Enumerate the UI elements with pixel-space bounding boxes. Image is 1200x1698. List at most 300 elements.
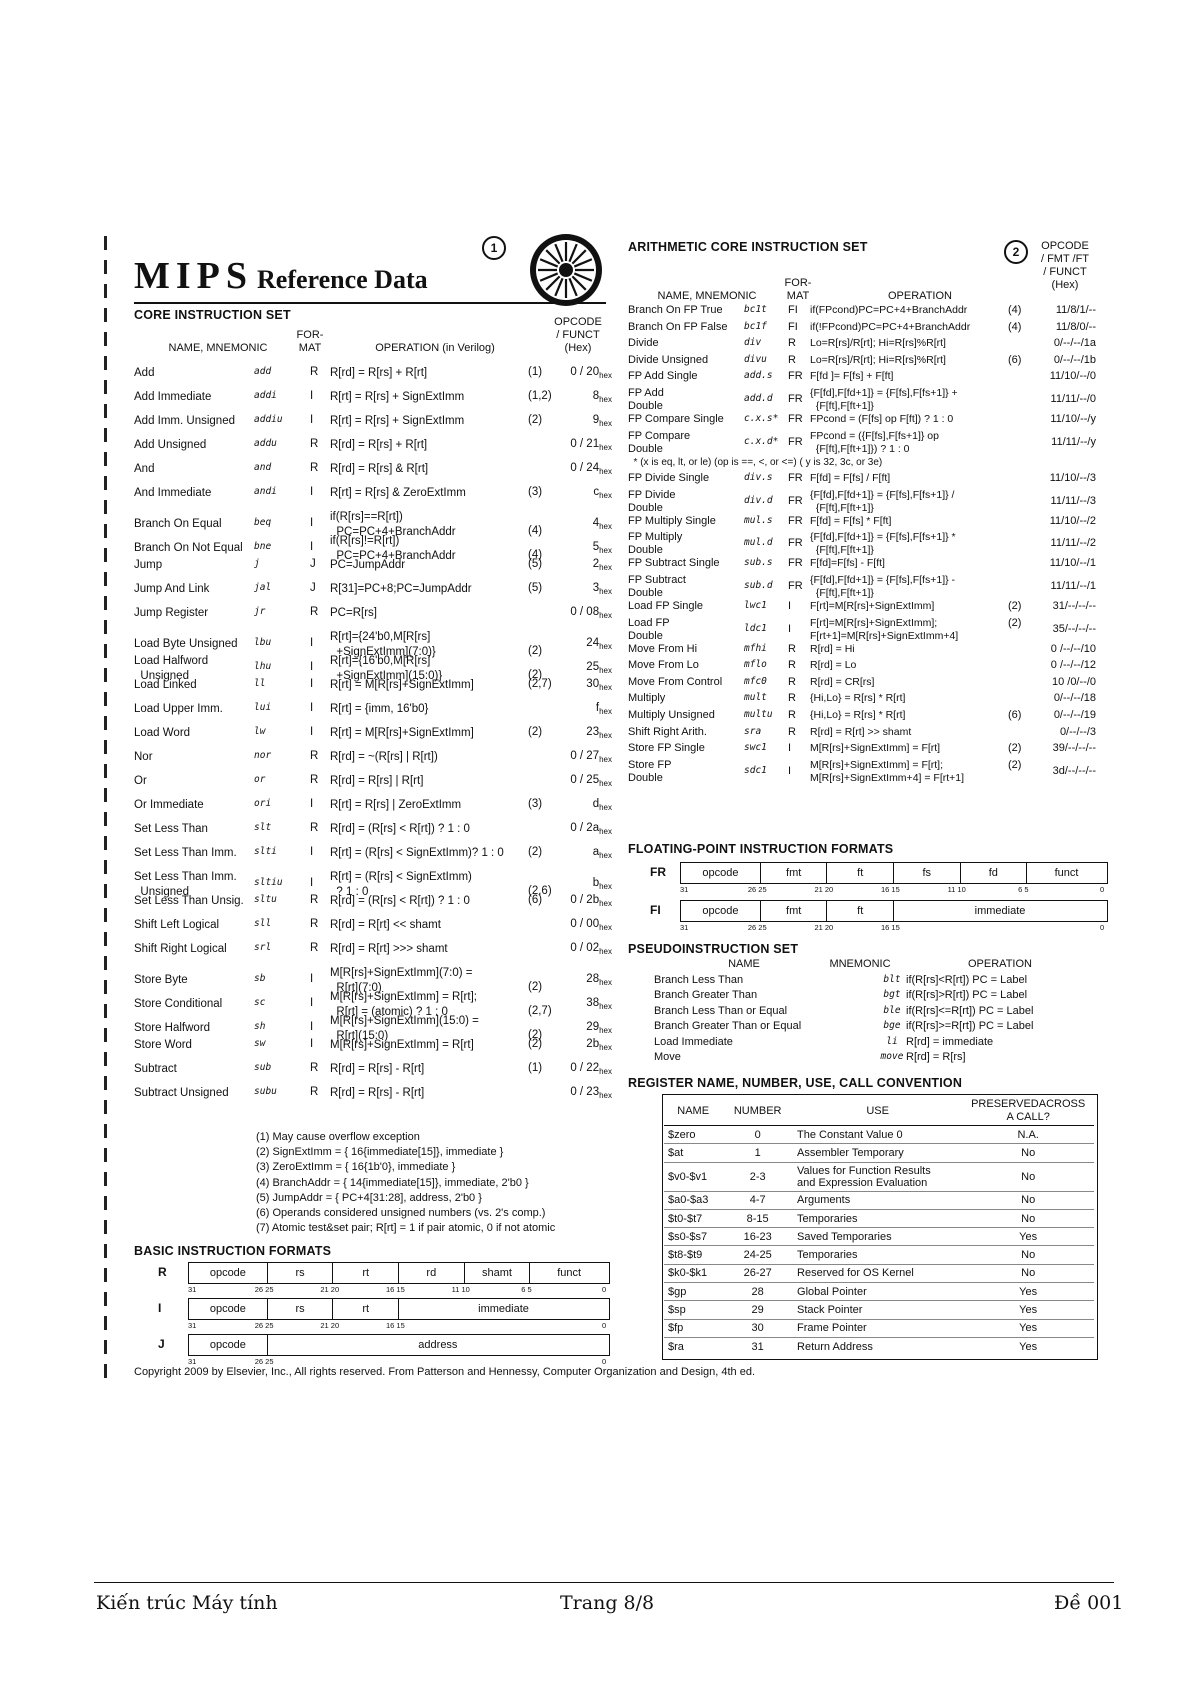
register-row [664,1228,1094,1246]
core-row-note: (2) [528,645,543,657]
arith-row [628,531,1098,557]
core-row-format: I [310,678,314,690]
core-row-opcode: $28_{hex}$ [586,973,612,987]
arith-row-opcode: 0/--/--/19 [1053,709,1096,721]
arith-row-note: (2) [1008,616,1022,629]
arith-row-name: Shift Right Arith. [628,725,707,738]
margin-tick [104,476,107,490]
core-row [134,798,614,822]
core-row-opcode: $29_{hex}$ [586,1021,612,1035]
core-row [134,678,614,702]
arith-row-opcode: 11/11/--/2 [1050,537,1096,550]
register-cell: Yes [962,1283,1094,1301]
arith-row [628,692,1098,709]
core-row-mnemonic: addiu [254,414,283,425]
core-row-operation: R[rd] = R[rt] >>> shamt [330,943,448,955]
register-cell: Stack Pointer [793,1301,962,1319]
margin-tick [104,644,107,658]
format-field: ft [827,863,894,883]
arith-row-operation: F[fd]=F[fs] - F[ft] [810,557,885,570]
arith-row-opcode: 11/10/--/3 [1049,472,1096,485]
core-row-mnemonic: j [254,558,260,569]
core-row [134,534,614,562]
arith-row-note: (6) [1008,353,1022,366]
core-row-opcode: $0 / 08_{hex}$ [570,606,612,620]
core-row-operation: R[rd] = R[rs] | R[rt] [330,775,424,787]
arith-row-opcode: 11/8/0/-- [1055,320,1096,333]
register-row [664,1337,1094,1355]
core-row-note: (2) [528,1029,543,1041]
core-row-note: (4) [528,549,543,561]
core-row-mnemonic: and [254,462,272,473]
core-row-name: Store Byte [134,974,188,986]
pseudo-row-mnemonic: move [880,1051,904,1062]
margin-tick [104,1100,107,1114]
margin-tick [104,980,107,994]
core-row [134,702,614,726]
margin-tick [104,956,107,970]
arith-row-note: (2) [1008,758,1022,771]
bit-number: 11 10 [947,885,966,894]
register-header-cell: PRESERVEDACROSS A CALL? [962,1097,1094,1126]
bit-number: 16 15 [881,885,900,894]
pseudo-row-mnemonic: bgt [883,989,901,1001]
core-row-opcode: $0 / 02_{hex}$ [570,942,612,956]
margin-tick [104,404,107,418]
margin-tick [104,1364,107,1378]
arith-row-name: Move From Lo [628,659,699,672]
arith-row-name: Multiply [628,692,666,705]
arith-row-operation: if(FPcond)PC=PC+4+BranchAddr [810,304,968,316]
register-cell: No [962,1246,1094,1264]
arith-row-format: R [788,675,796,688]
core-row-opcode: $0 / 27_{hex}$ [570,750,612,764]
format-label-fr: FR [650,865,666,879]
arith-row-opcode: 0/--/--/1b [1053,353,1096,366]
core-row-format: I [310,798,314,810]
bit-number: 0 [1100,885,1105,894]
margin-tick [104,1220,107,1234]
register-cell: Assembler Temporary [793,1144,962,1162]
margin-tick [104,668,107,682]
arith-row-format: FI [788,320,798,333]
arith-row-name: FP Divide Double [628,488,676,514]
register-cell: $s0-$s7 [664,1228,722,1246]
core-row-operation: M[R[rs]+SignExtImm] = R[rt] [330,1039,474,1051]
register-cell: Saved Temporaries [793,1228,962,1246]
core-row-name: And [134,463,155,475]
register-row [664,1191,1094,1209]
core-row-opcode: $b_{hex}$ [592,877,612,891]
margin-tick-marks [104,236,110,1376]
arith-row-format: FR [788,514,803,527]
arith-col-operation: OPERATION [888,290,952,302]
register-cell: 0 [722,1126,793,1144]
core-row-operation: R[rd] = (R[rs] < R[rt]) ? 1 : 0 [330,895,470,907]
core-col-format: FOR- MAT [296,329,324,354]
arith-row [628,321,1098,338]
register-cell: 1 [722,1144,793,1162]
register-cell: Global Pointer [793,1283,962,1301]
arith-row-format: R [788,692,796,705]
arith-row-name: Move From Control [628,675,723,688]
margin-tick [104,1028,107,1042]
register-cell: Yes [962,1228,1094,1246]
footer-page: Trang 8/8 [560,1592,655,1614]
arith-row [628,515,1098,532]
core-row-operation: R[rd] = R[rs] + R[rt] [330,367,428,379]
core-row-format: I [310,517,314,529]
pseudo-row [654,974,1094,989]
format-field: opcode [189,1299,268,1319]
core-row-format: R [310,942,319,954]
core-row-opcode: $0 / 00_{hex}$ [570,918,612,932]
arith-row-name: Multiply Unsigned [628,709,715,721]
core-row [134,750,614,774]
register-row [664,1209,1094,1227]
core-row [134,966,614,994]
core-row [134,870,614,898]
arith-row [628,413,1098,430]
core-row-operation: R[rt]={24'b0,M[R[rs] +SignExtImm](7:0)} [330,631,436,658]
bit-number: 26 25 [254,1285,274,1294]
format-field: rt [333,1299,399,1319]
arith-row-name: Divide [628,337,659,350]
register-table [664,1097,1094,1355]
arith-row-format: FR [788,435,803,448]
register-cell: 28 [722,1283,793,1301]
bit-number: 26 25 [747,923,767,932]
arith-row-mnemonic: mfhi [744,642,767,654]
core-row-opcode: $a_{hex}$ [592,846,612,860]
core-row-note: (2) [528,1038,543,1050]
core-row-opcode: $0 / 2b_{hex}$ [570,894,612,908]
register-row [664,1162,1094,1191]
format-field: opcode [681,863,761,883]
arith-col-format: FOR- MAT [784,277,812,302]
register-cell: Yes [962,1337,1094,1355]
core-row-mnemonic: addi [254,390,277,401]
core-row-mnemonic: lbu [254,637,272,648]
register-cell: 30 [722,1319,793,1337]
core-row-name: Add Imm. Unsigned [134,415,235,427]
margin-tick [104,1316,107,1330]
arith-row-opcode: 35/--/--/-- [1052,622,1096,635]
core-row-format: R [310,438,319,450]
pseudo-row [654,1005,1094,1020]
core-row-operation: R[rt] = M[R[rs]+SignExtImm] [330,679,474,691]
margin-tick [104,932,107,946]
arith-row [628,354,1098,371]
register-cell: Reserved for OS Kernel [793,1264,962,1282]
core-row-operation: R[rt] = R[rs] + SignExtImm [330,415,465,427]
register-row [664,1144,1094,1162]
arith-row-opcode: 11/11/--/3 [1050,494,1096,507]
copyright-line: Copyright 2009 by Elsevier, Inc., All rights reserved. From Patterson and Hennessy, Computer Organization and Design, 4th ed. [134,1366,756,1378]
core-row-operation: R[31]=PC+8;PC=JumpAddr [330,583,472,595]
arith-row-mnemonic: add.s [744,370,773,382]
core-row-note: (4) [528,525,543,537]
core-row-name: Load Linked [134,679,197,691]
core-row-format: R [310,774,319,786]
pseudo-row-operation: if(R[rs]>R[rt]) PC = Label [906,989,1028,1002]
core-row-name: Load Word [134,727,191,739]
bit-number: 16 15 [386,1321,405,1330]
core-row-name: Subtract [134,1063,177,1075]
arith-row-operation: {Hi,Lo} = R[rs] * R[rt] [810,709,906,721]
pseudo-row-operation: if(R[rs]<=R[rt]) PC = Label [906,1004,1034,1017]
core-row [134,774,614,798]
arith-row-mnemonic: divu [744,353,767,365]
arith-row-opcode: 31/--/--/-- [1052,600,1096,612]
core-row-name: Load Byte Unsigned [134,638,238,650]
arith-row-name: Move From Hi [628,642,698,655]
panel-number-2: 2 [1004,240,1028,264]
core-row-mnemonic: sltu [254,894,277,905]
arith-row-mnemonic: bc1f [744,320,767,332]
bit-number: 31 [188,1357,197,1366]
pseudo-row [654,1036,1094,1051]
register-row [664,1301,1094,1319]
footnote-line: (1) May cause overflow exception [256,1131,420,1143]
arith-row-operation: {F[fd],F[fd+1]} = {F[fs],F[fs+1]} - {F[ft],F[ft+1]} [810,574,956,599]
arith-row-name: FP Add Double [628,387,664,412]
arith-row-format: R [788,725,796,738]
arith-row-mnemonic: c.x.s* [744,413,779,424]
format-field: address [418,1339,458,1351]
core-row-format: R [310,894,319,906]
core-row-name: Shift Left Logical [134,919,220,931]
core-row [134,1014,614,1042]
margin-tick [104,1340,107,1354]
core-row-name: Set Less Than Unsig. [134,895,244,907]
arith-row [628,430,1098,456]
pseudo-row-operation: R[rd] = immediate [906,1035,994,1048]
core-row-mnemonic: sltiu [254,877,283,888]
arith-row-mnemonic: mul.d [744,537,773,549]
core-row-mnemonic: slt [254,822,272,833]
arith-row-opcode: 39/--/--/-- [1052,742,1096,755]
bit-number: 16 15 [386,1285,405,1294]
register-cell: $t8-$t9 [664,1246,722,1264]
core-row [134,942,614,966]
arith-row-mnemonic: mflo [744,659,767,671]
margin-tick [104,788,107,802]
format-field: fmt [761,901,828,921]
format-box-r [188,1262,610,1284]
core-row-operation: R[rt] = R[rs] + SignExtImm [330,391,465,403]
core-row-opcode: $f_{hex}$ [595,702,612,716]
core-row-mnemonic: sb [254,973,266,984]
core-row-mnemonic: sub [254,1062,272,1073]
margin-tick [104,308,107,322]
arith-row-operation: FPcond = (F[fs] op F[ft]) ? 1 : 0 [810,413,954,425]
format-field: immediate [478,1303,529,1315]
bit-number: 31 [188,1285,197,1294]
format-bit-positions [680,923,1106,933]
core-row-format: R [310,1086,319,1098]
format-label-fi: FI [650,903,661,917]
arith-row-operation: M[R[rs]+SignExtImm] = F[rt]; M[R[rs]+SignExtImm+4] = F[rt+1] [810,758,965,784]
arith-row-note: (2) [1008,600,1022,612]
register-cell: No [962,1144,1094,1162]
core-col-opcode: OPCODE / FUNCT (Hex) [554,316,602,354]
core-row-name: Set Less Than Imm. [134,847,237,859]
register-cell: 29 [722,1301,793,1319]
register-row [664,1283,1094,1301]
bit-number: 31 [680,885,689,894]
register-cell: 2-3 [722,1162,793,1191]
arith-row-operation: R[rd] = R[rt] >> shamt [810,725,912,738]
margin-tick [104,1268,107,1282]
register-cell: No [962,1191,1094,1209]
core-row-mnemonic: addu [254,438,277,449]
core-row-mnemonic: sc [254,997,266,1008]
bit-number: 6 5 [521,1285,532,1294]
arith-row [628,304,1098,321]
core-row-name: Store Halfword [134,1022,211,1034]
arith-row-opcode: 11/10/--/2 [1049,514,1096,527]
arith-row [628,387,1098,413]
arith-row-name: FP Subtract Single [628,557,720,570]
format-field: funct [557,1267,582,1279]
margin-tick [104,1196,107,1210]
core-row-operation: R[rt] = R[rs] | ZeroExtImm [330,799,462,811]
register-cell: Yes [962,1301,1094,1319]
core-row-opcode: $0 / 24_{hex}$ [570,462,612,476]
core-row-name: Shift Right Logical [134,943,227,955]
core-row-name: And Immediate [134,487,212,499]
core-row-opcode: $30_{hex}$ [586,678,612,692]
core-row-note: (1) [528,1062,543,1074]
arith-row-format: FR [788,413,803,425]
arith-row-mnemonic: div.d [744,494,773,506]
core-row-format: I [310,1021,314,1033]
core-row-opcode: $2b_{hex}$ [586,1038,612,1052]
core-row-operation: M[R[rs]+SignExtImm](7:0) = R[rt](7:0) [330,967,473,994]
arith-row-opcode: 10 /0/--/0 [1051,675,1096,688]
register-cell: $zero [664,1126,722,1144]
bit-number: 21 20 [814,885,834,894]
core-row-operation: R[rd] = R[rs] - R[rt] [330,1063,425,1075]
core-row-format: J [310,582,316,594]
arith-row-mnemonic: multu [744,709,773,720]
register-cell: No [962,1162,1094,1191]
bit-number: 31 [188,1321,197,1330]
format-field: funct [1054,867,1079,879]
core-row [134,1038,614,1062]
bit-number: 6 5 [1018,885,1029,894]
arith-row-format: R [788,642,796,655]
arith-row-operation: {Hi,Lo} = R[rs] * R[rt] [810,692,906,705]
register-cell: No [962,1264,1094,1282]
arith-row-mnemonic: mult [744,692,767,704]
margin-tick [104,380,107,394]
core-row-mnemonic: or [254,774,266,785]
core-row-name: Or [134,775,147,787]
core-row-format: R [310,918,319,930]
format-box-j [188,1334,610,1356]
core-row [134,630,614,658]
arith-row [628,337,1098,354]
arith-row-mnemonic: sub.s [744,557,773,569]
core-row-mnemonic: subu [254,1086,277,1097]
arith-row [628,759,1098,785]
core-row-format: I [310,486,314,498]
margin-tick [104,332,107,346]
arith-row [628,726,1098,743]
arith-row-mnemonic: mul.s [744,514,773,526]
arith-row-name: FP Subtract Double [628,574,686,599]
core-row-format: I [310,702,314,714]
core-row-format: I [310,973,314,985]
arith-row-name: FP Compare Double [628,429,691,455]
arith-row [628,617,1098,643]
core-row-note: (2,7) [528,1005,552,1017]
core-set-title: CORE INSTRUCTION SET [134,308,291,322]
arith-row-mnemonic: sra [744,725,762,737]
margin-tick [104,836,107,850]
arith-row [628,456,1098,473]
format-label-j: J [158,1337,165,1351]
arith-row-name: FP Add Single [628,370,698,383]
margin-tick [104,284,107,298]
core-row-operation: M[R[rs]+SignExtImm](15:0) = R[rt](15:0) [330,1015,479,1042]
core-row-mnemonic: lhu [254,661,272,672]
core-row [134,654,614,682]
core-row [134,606,614,630]
core-row-operation: R[rd] = (R[rs] < R[rt]) ? 1 : 0 [330,823,470,835]
arith-row [628,472,1098,489]
core-row-name: Set Less Than Imm. Unsigned [134,871,237,898]
footer-course: Kiến trúc Máy tính [96,1592,278,1614]
format-field: ft [827,901,894,921]
format-field: fs [894,863,961,883]
arith-row-operation: Lo=R[rs]/R[rt]; Hi=R[rs]%R[rt] [810,353,946,366]
arith-row [628,600,1098,617]
format-field: fd [961,863,1028,883]
arith-row-name: Load FP Single [628,600,704,612]
arith-row-operation: F[fd] = F[fs] * F[ft] [810,514,892,527]
bit-number: 26 25 [254,1357,274,1366]
core-row-name: Load Halfword Unsigned [134,655,209,682]
register-row [664,1319,1094,1337]
margin-tick [104,260,107,274]
core-row-name: Add Immediate [134,391,212,403]
arith-row-opcode: 0/--/--/1a [1053,337,1096,350]
core-row-name: Store Conditional [134,998,223,1010]
margin-tick [104,740,107,754]
footnote-line: (5) JumpAddr = { PC+4[31:28], address, 2'b0 } [256,1191,482,1204]
arith-row-opcode: 11/11/--/y [1051,435,1096,448]
footnote-line: (4) BranchAddr = { 14{immediate[15]}, immediate, 2'b0 } [256,1176,529,1189]
arith-row-opcode: 0 /--/--/10 [1050,642,1096,655]
core-row-mnemonic: ori [254,798,272,809]
core-row-operation: R[rd] = R[rt] << shamt [330,919,441,931]
core-row [134,558,614,582]
core-row-note: (6) [528,894,543,906]
pseudo-row-name: Branch Less Than [654,974,744,986]
arith-row-mnemonic: sub.d [744,580,773,591]
core-row-operation: R[rd] = R[rs] - R[rt] [330,1087,425,1099]
format-box-fi [680,900,1108,922]
format-field: rs [268,1299,334,1319]
format-field: shamt [465,1263,531,1283]
core-row [134,366,614,390]
core-row-format: R [310,822,319,834]
arith-row-format: FR [788,370,803,383]
margin-tick [104,764,107,778]
